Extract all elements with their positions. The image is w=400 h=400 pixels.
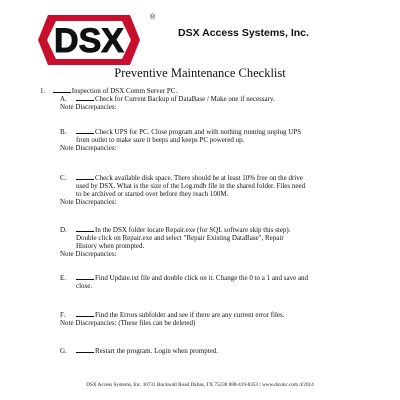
item-1-number: 1.: [40, 87, 46, 95]
section-b-note: Note Discrepancies:: [60, 144, 117, 152]
section-f-line1: Find the Errors subfolder and see if there are any current error files.: [95, 311, 285, 319]
section-c-letter: C.: [60, 174, 67, 182]
section-e-line2: close.: [76, 282, 93, 290]
section-e-line1: Find Update.txt file and double click on it. Change the 0 to a 1 and save and: [95, 274, 309, 282]
registered-mark: ®: [150, 14, 156, 21]
section-d-letter: D.: [60, 226, 67, 234]
section-d-line2: Double click on Repair.exe and select "Repair Existing DataBase", Repair: [76, 234, 284, 242]
section-c-blank[interactable]: [76, 173, 94, 180]
section-d-line3: History when prompted.: [76, 242, 145, 250]
section-a: [60, 94, 380, 111]
section-b-line2: from outlet to make sure it beeps and keeps PC powered up.: [76, 136, 245, 144]
section-d-line1: In the DSX folder locate Repair.exe (for SQL software skip this step).: [95, 226, 291, 234]
section-f-note: Note Discrepancies: (These files can be deleted): [60, 319, 196, 327]
section-b-blank[interactable]: [76, 127, 94, 134]
section-f: [60, 310, 380, 327]
dsx-logo: [34, 12, 144, 68]
section-e-blank[interactable]: [76, 273, 94, 280]
section-d: [60, 225, 380, 258]
section-c-line1: Check available disk space. There should be at least 10% free on the drive: [95, 174, 303, 182]
section-c: [60, 173, 380, 206]
section-d-blank[interactable]: [76, 225, 94, 232]
item-1-text: Inspection of DSX Comm Server PC.: [71, 87, 178, 95]
section-a-letter: A.: [60, 95, 67, 103]
company-name: DSX Access Systems, Inc.: [178, 27, 309, 39]
page-footer: DSX Access Systems, Inc. 10731 Rockwall Road Dallas, TX 75238 888-419-8353 / www.dsxinc.com 4/2014: [86, 382, 314, 388]
section-d-note: Note Discrepancies:: [60, 250, 117, 258]
section-e: [60, 273, 380, 290]
section-g: [60, 346, 380, 355]
section-b-line1: Check UPS for PC. Close program and with nothing running unplug UPS: [95, 128, 302, 136]
section-a-line1: Check for Current Backup of DataBase / Make one if necessary.: [95, 95, 275, 103]
section-g-blank[interactable]: [76, 346, 94, 353]
section-b-letter: B.: [60, 128, 67, 136]
section-c-line2: used by DSX. What is the size of the Log.mdb file in the shared folder. Files need: [76, 182, 306, 190]
section-a-blank[interactable]: [76, 94, 94, 101]
page-title: Preventive Maintenance Checklist: [114, 66, 286, 80]
section-g-line1: Restart the program. Login when prompted.: [95, 347, 219, 355]
section-e-letter: E.: [60, 274, 67, 282]
section-a-note: Note Discrepancies:: [60, 103, 117, 111]
item-1-blank[interactable]: [53, 86, 71, 93]
section-c-note: Note Discrepancies:: [60, 198, 117, 206]
logo-text: DSX: [54, 22, 124, 60]
section-b: [60, 127, 380, 152]
section-c-line3: to be archived or started over before they reach 100M.: [76, 190, 229, 198]
section-f-blank[interactable]: [76, 310, 94, 317]
section-g-letter: G.: [60, 347, 67, 355]
section-f-letter: F.: [60, 311, 66, 319]
